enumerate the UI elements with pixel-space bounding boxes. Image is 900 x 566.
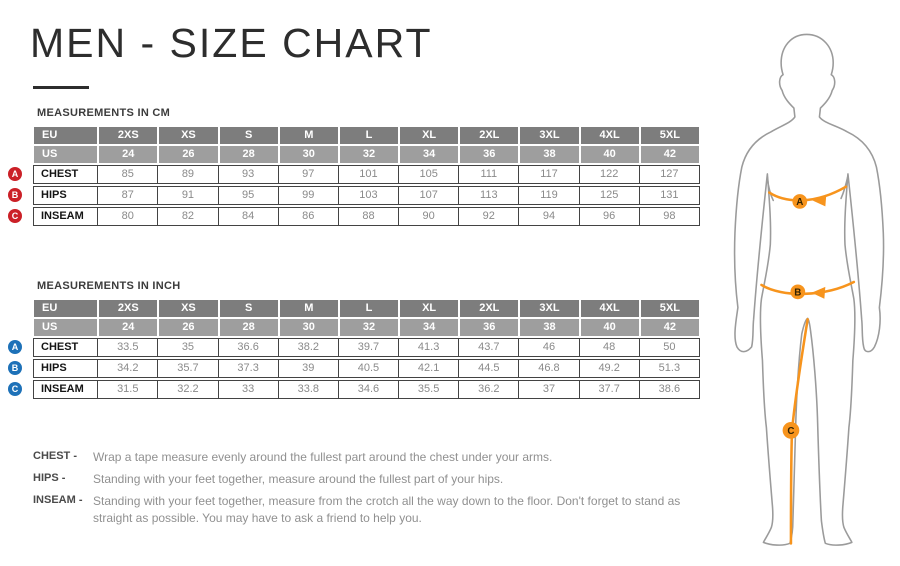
measure-value-cell: 93 [219, 165, 279, 184]
note-label: CHEST - [33, 450, 77, 462]
measure-value-cell: 125 [580, 186, 640, 205]
measure-value-cell: 42.1 [399, 359, 459, 378]
measure-value-cell: 37.7 [580, 380, 640, 399]
region-label: US [33, 319, 98, 336]
size-header-cell: 42 [640, 146, 700, 163]
size-table [33, 125, 700, 228]
measure-label: INSEAM [33, 207, 98, 226]
size-header-cell: 40 [580, 319, 640, 336]
row-badge-b: B [8, 188, 22, 202]
measure-value-cell: 111 [459, 165, 519, 184]
size-table [33, 298, 700, 401]
measure-value-cell: 33 [219, 380, 279, 399]
measure-value-cell: 91 [158, 186, 218, 205]
measure-value-cell: 39 [279, 359, 339, 378]
size-header-cell: XL [399, 300, 459, 317]
measure-label: HIPS [33, 186, 98, 205]
inch-section [11, 280, 700, 401]
size-header-cell: 2XL [459, 127, 519, 144]
measure-value-cell: 94 [519, 207, 579, 226]
size-header-cell: 38 [519, 146, 579, 163]
marker-a-letter: A [796, 196, 804, 208]
measure-value-cell: 35 [158, 338, 218, 357]
measure-label: CHEST [33, 165, 98, 184]
row-badge-c: C [8, 209, 22, 223]
size-header-cell: 2XL [459, 300, 519, 317]
size-header-cell: 24 [98, 319, 158, 336]
measuring-instructions [33, 449, 695, 532]
size-header-cell: 36 [459, 319, 519, 336]
note-item [33, 493, 695, 527]
size-header-cell: 32 [339, 319, 399, 336]
measure-value-cell: 87 [98, 186, 158, 205]
measure-value-cell: 85 [98, 165, 158, 184]
measure-value-cell: 92 [459, 207, 519, 226]
measure-value-cell: 96 [580, 207, 640, 226]
note-label: HIPS - [33, 472, 66, 484]
hips-arrow-icon [812, 287, 826, 299]
size-header-cell: 28 [219, 319, 279, 336]
header-row-us [33, 146, 700, 163]
size-header-cell: 5XL [640, 300, 700, 317]
header-row-eu [33, 127, 700, 144]
measure-value-cell: 84 [219, 207, 279, 226]
size-header-cell: 3XL [519, 300, 579, 317]
size-header-cell: XL [399, 127, 459, 144]
measure-value-cell: 80 [98, 207, 158, 226]
header-row-us [33, 319, 700, 336]
measure-value-cell: 38.6 [640, 380, 700, 399]
measure-value-cell: 38.2 [279, 338, 339, 357]
note-text: Standing with your feet together, measure from the crotch all the way down to the floor. Don't forget to stand as straight as possible. You may have to ask a friend to help you. [93, 494, 681, 525]
size-header-cell: 2XS [98, 300, 158, 317]
body-silhouette [735, 34, 884, 545]
measure-value-cell: 37 [519, 380, 579, 399]
measure-value-cell: 35.5 [399, 380, 459, 399]
size-header-cell: 4XL [580, 127, 640, 144]
size-header-cell: 3XL [519, 127, 579, 144]
note-text: Standing with your feet together, measure around the fullest part of your hips. [93, 472, 504, 486]
measure-value-cell: 95 [219, 186, 279, 205]
size-header-cell: S [219, 127, 279, 144]
size-header-cell: M [279, 127, 339, 144]
measure-label: INSEAM [33, 380, 98, 399]
size-header-cell: 5XL [640, 127, 700, 144]
row-badge-c: C [8, 382, 22, 396]
size-header-cell: 4XL [580, 300, 640, 317]
measure-value-cell: 101 [339, 165, 399, 184]
measure-value-cell: 34.6 [339, 380, 399, 399]
size-header-cell: 28 [219, 146, 279, 163]
chest-measure-arc [769, 187, 846, 201]
size-header-cell: 30 [279, 146, 339, 163]
measure-value-cell: 117 [519, 165, 579, 184]
measure-value-cell: 99 [279, 186, 339, 205]
measure-value-cell: 48 [580, 338, 640, 357]
measure-value-cell: 119 [519, 186, 579, 205]
measure-value-cell: 36.6 [219, 338, 279, 357]
measure-value-cell: 51.3 [640, 359, 700, 378]
title-underline [33, 86, 89, 89]
measure-label: HIPS [33, 359, 98, 378]
measure-value-cell: 127 [640, 165, 700, 184]
measure-value-cell: 33.8 [279, 380, 339, 399]
measure-value-cell: 89 [158, 165, 218, 184]
size-header-cell: XS [158, 300, 218, 317]
size-header-cell: 32 [339, 146, 399, 163]
note-text: Wrap a tape measure evenly around the fullest part around the chest under your arms. [93, 450, 553, 464]
measure-value-cell: 131 [640, 186, 700, 205]
size-header-cell: L [339, 300, 399, 317]
size-header-cell: 38 [519, 319, 579, 336]
measure-value-cell: 122 [580, 165, 640, 184]
measure-value-cell: 105 [399, 165, 459, 184]
size-header-cell: 34 [399, 146, 459, 163]
measure-value-cell: 46 [519, 338, 579, 357]
inch-table-caption: MEASUREMENTS IN INCH [37, 280, 181, 292]
measure-value-cell: 31.5 [98, 380, 158, 399]
measure-value-cell: 107 [399, 186, 459, 205]
measure-value-cell: 32.2 [158, 380, 218, 399]
marker-c-letter: C [787, 425, 795, 437]
size-header-cell: 26 [158, 319, 218, 336]
measure-value-cell: 86 [279, 207, 339, 226]
row-badge-a: A [8, 167, 22, 181]
size-header-cell: 24 [98, 146, 158, 163]
measure-value-cell: 49.2 [580, 359, 640, 378]
region-label: EU [33, 300, 98, 317]
row-badge-b: B [8, 361, 22, 375]
measure-value-cell: 50 [640, 338, 700, 357]
measure-value-cell: 34.2 [98, 359, 158, 378]
size-header-cell: 2XS [98, 127, 158, 144]
cm-table-caption: MEASUREMENTS IN CM [37, 107, 171, 119]
measure-value-cell: 90 [399, 207, 459, 226]
size-header-cell: 26 [158, 146, 218, 163]
note-item [33, 449, 695, 466]
row-badge-a: A [8, 340, 22, 354]
cm-section [11, 107, 700, 228]
measure-value-cell: 33.5 [98, 338, 158, 357]
marker-b-letter: B [794, 287, 802, 299]
measure-value-cell: 37.3 [219, 359, 279, 378]
page-title: MEN - SIZE CHART [30, 20, 433, 66]
note-label: INSEAM - [33, 494, 83, 506]
measure-row-inseam [33, 380, 700, 399]
measure-row-chest [33, 338, 700, 357]
measure-value-cell: 88 [339, 207, 399, 226]
chest-arrow-icon [813, 195, 827, 207]
measure-value-cell: 103 [339, 186, 399, 205]
size-header-cell: L [339, 127, 399, 144]
region-label: EU [33, 127, 98, 144]
measure-value-cell: 43.7 [459, 338, 519, 357]
size-header-cell: M [279, 300, 339, 317]
region-label: US [33, 146, 98, 163]
size-header-cell: 30 [279, 319, 339, 336]
size-header-cell: S [219, 300, 279, 317]
measure-value-cell: 35.7 [158, 359, 218, 378]
measure-value-cell: 113 [459, 186, 519, 205]
size-header-cell: XS [158, 127, 218, 144]
measure-value-cell: 39.7 [339, 338, 399, 357]
measure-value-cell: 44.5 [459, 359, 519, 378]
size-header-cell: 40 [580, 146, 640, 163]
measure-row-chest [33, 165, 700, 184]
note-item [33, 471, 695, 488]
size-header-cell: 34 [399, 319, 459, 336]
measure-row-inseam [33, 207, 700, 226]
measure-value-cell: 40.5 [339, 359, 399, 378]
size-header-cell: 42 [640, 319, 700, 336]
hips-measure-arc [761, 282, 853, 294]
measure-label: CHEST [33, 338, 98, 357]
size-header-cell: 36 [459, 146, 519, 163]
measure-row-hips [33, 186, 700, 205]
measure-value-cell: 36.2 [459, 380, 519, 399]
measure-value-cell: 97 [279, 165, 339, 184]
measure-value-cell: 41.3 [399, 338, 459, 357]
body-measurement-diagram [732, 2, 900, 562]
measure-row-hips [33, 359, 700, 378]
measure-value-cell: 98 [640, 207, 700, 226]
measure-value-cell: 82 [158, 207, 218, 226]
header-row-eu [33, 300, 700, 317]
measure-value-cell: 46.8 [519, 359, 579, 378]
